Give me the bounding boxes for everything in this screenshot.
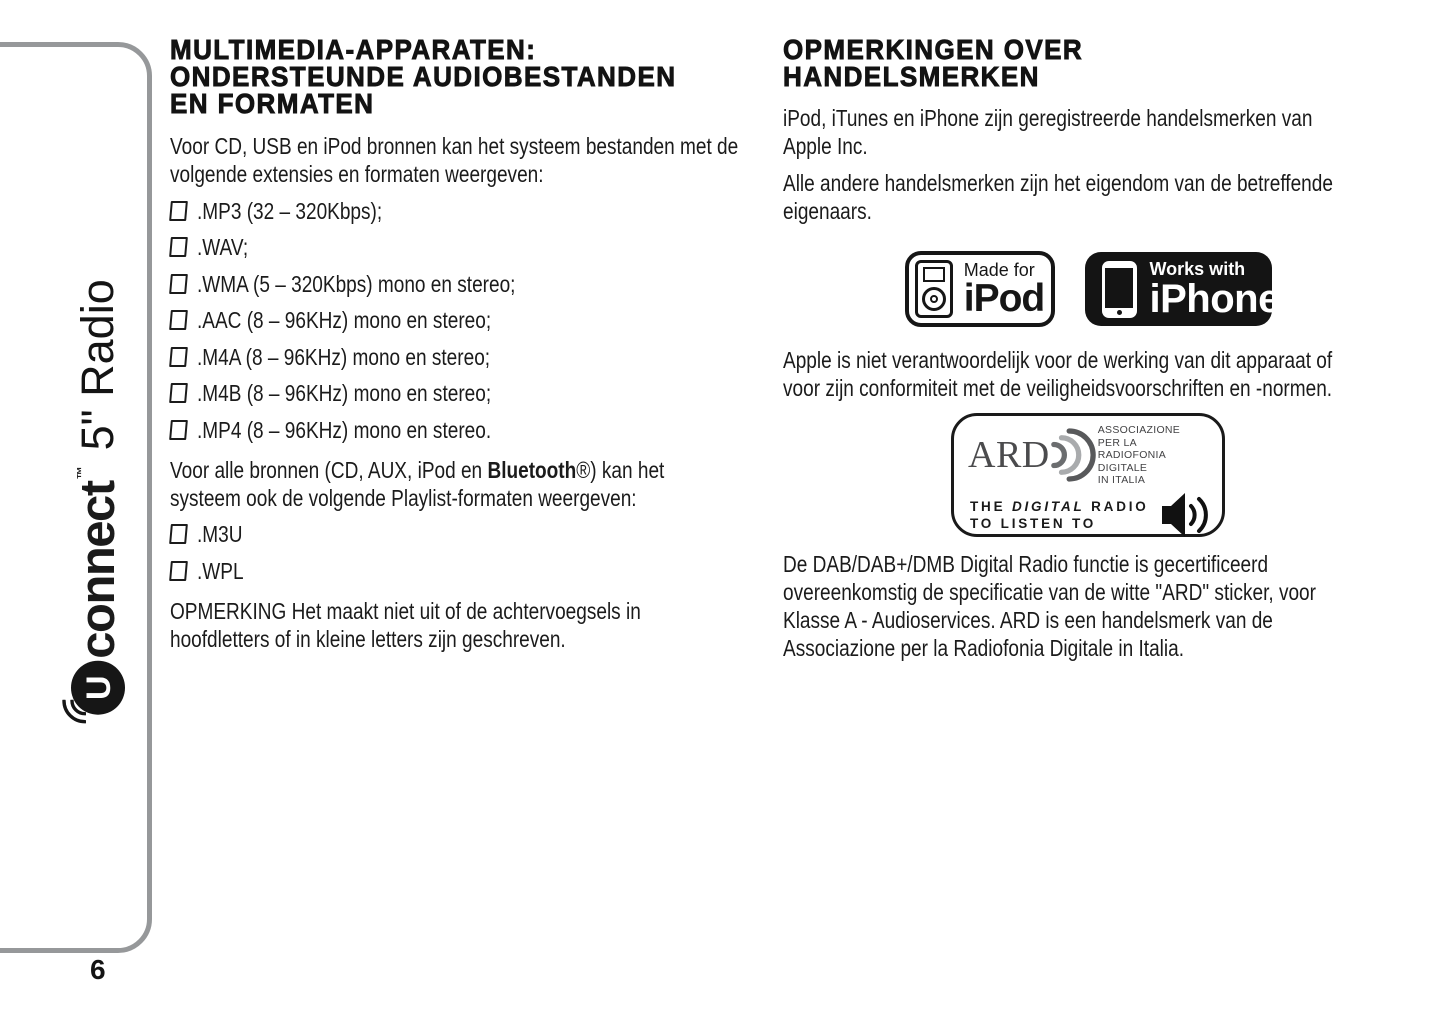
formats-list: [170, 197, 765, 444]
list-item: [170, 270, 765, 298]
heading-line: OPMERKINGEN OVER: [783, 34, 1084, 65]
sidebar-brand: [70, 279, 126, 714]
made-for-ipod-badge: [905, 251, 1055, 327]
playlist-intro-paragraph: [170, 456, 765, 512]
ipod-click-wheel: [922, 287, 946, 311]
list-item-label: .MP4 (8 – 96KHz) mono en stereo.: [197, 416, 492, 443]
badge-product: iPod: [963, 276, 1045, 320]
paragraph-line: Apple is niet verantwoordelijk voor de werking van dit apparaat of: [783, 347, 1333, 373]
formats-intro-paragraph: [170, 132, 765, 188]
iphone-icon: [1102, 261, 1137, 318]
list-item: [170, 520, 765, 548]
list-item: [170, 379, 765, 407]
list-item-label: .WPL: [197, 557, 244, 584]
paragraph-line: overeenkomstig de specificatie van de witte "ARD" sticker, voor: [783, 579, 1316, 605]
dab-certification-paragraph: [783, 550, 1393, 662]
note-paragraph: [170, 597, 765, 653]
paragraph-line: OPMERKING Het maakt niet uit of de achtervoegsels in: [170, 597, 641, 624]
model-name: 5" Radio: [72, 279, 123, 451]
ard-badge-row: [783, 413, 1393, 537]
list-item-label: .M3U: [197, 521, 243, 547]
page-number: 6: [90, 954, 106, 985]
right-heading: [783, 36, 1393, 90]
square-bullet-icon: [169, 310, 188, 330]
square-bullet-icon: [169, 201, 188, 221]
paragraph-line: volgende extensies en formaten weergeven:: [170, 161, 544, 187]
heading-line: EN FORMATEN: [170, 88, 375, 119]
apple-disclaimer-paragraph: [783, 346, 1393, 402]
badge-caption: Works with: [1149, 259, 1246, 280]
list-item: [170, 233, 765, 261]
paragraph-line: voor zijn conformiteit met de veiligheidsvoorschriften en -normen.: [783, 375, 1333, 401]
list-item: [170, 416, 765, 444]
list-item-label: .WMA (5 – 320Kbps) mono en stereo;: [197, 270, 516, 297]
list-item: [170, 306, 765, 334]
list-item-label: .M4A (8 – 96KHz) mono en stereo;: [197, 343, 491, 370]
list-item-label: .AAC (8 – 96KHz) mono en stereo;: [197, 307, 492, 333]
list-item-label: .M4B (8 – 96KHz) mono en stereo;: [197, 380, 492, 406]
ard-tagline: THE DIGITAL RADIO TO LISTEN TO: [970, 498, 1149, 531]
heading-line: MULTIMEDIA-APPARATEN:: [170, 34, 537, 65]
ard-association-text: ASSOCIAZIONE PER LA RADIOFONIA DIGITALE IN ITALIA: [1097, 424, 1181, 486]
paragraph-line: De DAB/DAB+/DMB Digital Radio functie is gecertificeerd: [783, 551, 1269, 577]
playlist-list: [170, 520, 765, 585]
list-item: [170, 343, 765, 371]
square-bullet-icon: [169, 524, 188, 544]
paragraph-line: Klasse A - Audioservices. ARD is een handelsmerk van de: [783, 607, 1273, 633]
list-item-label: .WAV;: [197, 234, 249, 260]
apple-trademark-paragraph: [783, 104, 1393, 160]
ipod-icon: [915, 260, 953, 318]
speaker-icon: [1160, 490, 1210, 540]
paragraph-line: Alle andere handelsmerken zijn het eigendom van de betreffende: [783, 170, 1333, 196]
square-bullet-icon: [169, 347, 188, 367]
square-bullet-icon: [169, 420, 188, 440]
text-run: Voor alle bronnen (CD, AUX, iPod en: [170, 456, 488, 483]
text-run: ®) kan het: [576, 456, 665, 483]
list-item-label: .MP3 (32 – 320Kbps);: [197, 197, 383, 224]
radio-waves-icon: [58, 700, 86, 728]
left-heading: [170, 36, 765, 117]
ard-badge: [951, 413, 1225, 537]
works-with-iphone-badge: [1085, 252, 1280, 326]
apple-badges-row: [783, 251, 1393, 327]
paragraph-line: systeem ook de volgende Playlist-formaten weergeven:: [170, 484, 637, 511]
paragraph-line: Apple Inc.: [783, 133, 868, 159]
paragraph-line: Associazione per la Radiofonia Digitale in Italia.: [783, 635, 1185, 661]
badge-caption: Made for: [963, 260, 1035, 281]
brand-initial: U: [80, 675, 118, 701]
paragraph-line: hoofdletters of in kleine letters zijn geschreven.: [170, 625, 566, 652]
paragraph-line: Voor CD, USB en iPod bronnen kan het systeem bestanden met de: [170, 133, 739, 159]
paragraph-line: iPod, iTunes en iPhone zijn geregistreerde handelsmerken van: [783, 105, 1313, 131]
list-item: [170, 197, 765, 225]
other-trademark-paragraph: [783, 169, 1393, 225]
trademark-symbol: ™: [74, 466, 89, 480]
ipod-screen: [923, 267, 945, 282]
square-bullet-icon: [169, 274, 188, 294]
badge-product: iPhone: [1149, 276, 1280, 321]
heading-line: HANDELSMERKEN: [783, 61, 1040, 92]
square-bullet-icon: [169, 383, 188, 403]
brand-name: connect: [71, 481, 125, 659]
radio-waves-icon: [1050, 425, 1096, 485]
list-item: [170, 557, 765, 585]
ard-logo-text: ARD: [968, 434, 1050, 477]
paragraph-line: [170, 456, 665, 484]
paragraph-line: eigenaars.: [783, 198, 872, 224]
uconnect-logo-icon: [71, 661, 125, 715]
bold-text-run: Bluetooth: [487, 456, 577, 483]
right-column: [783, 36, 1393, 662]
heading-line: ONDERSTEUNDE AUDIOBESTANDEN: [170, 61, 677, 92]
left-column: [170, 36, 765, 653]
square-bullet-icon: [169, 237, 188, 257]
square-bullet-icon: [169, 561, 188, 581]
